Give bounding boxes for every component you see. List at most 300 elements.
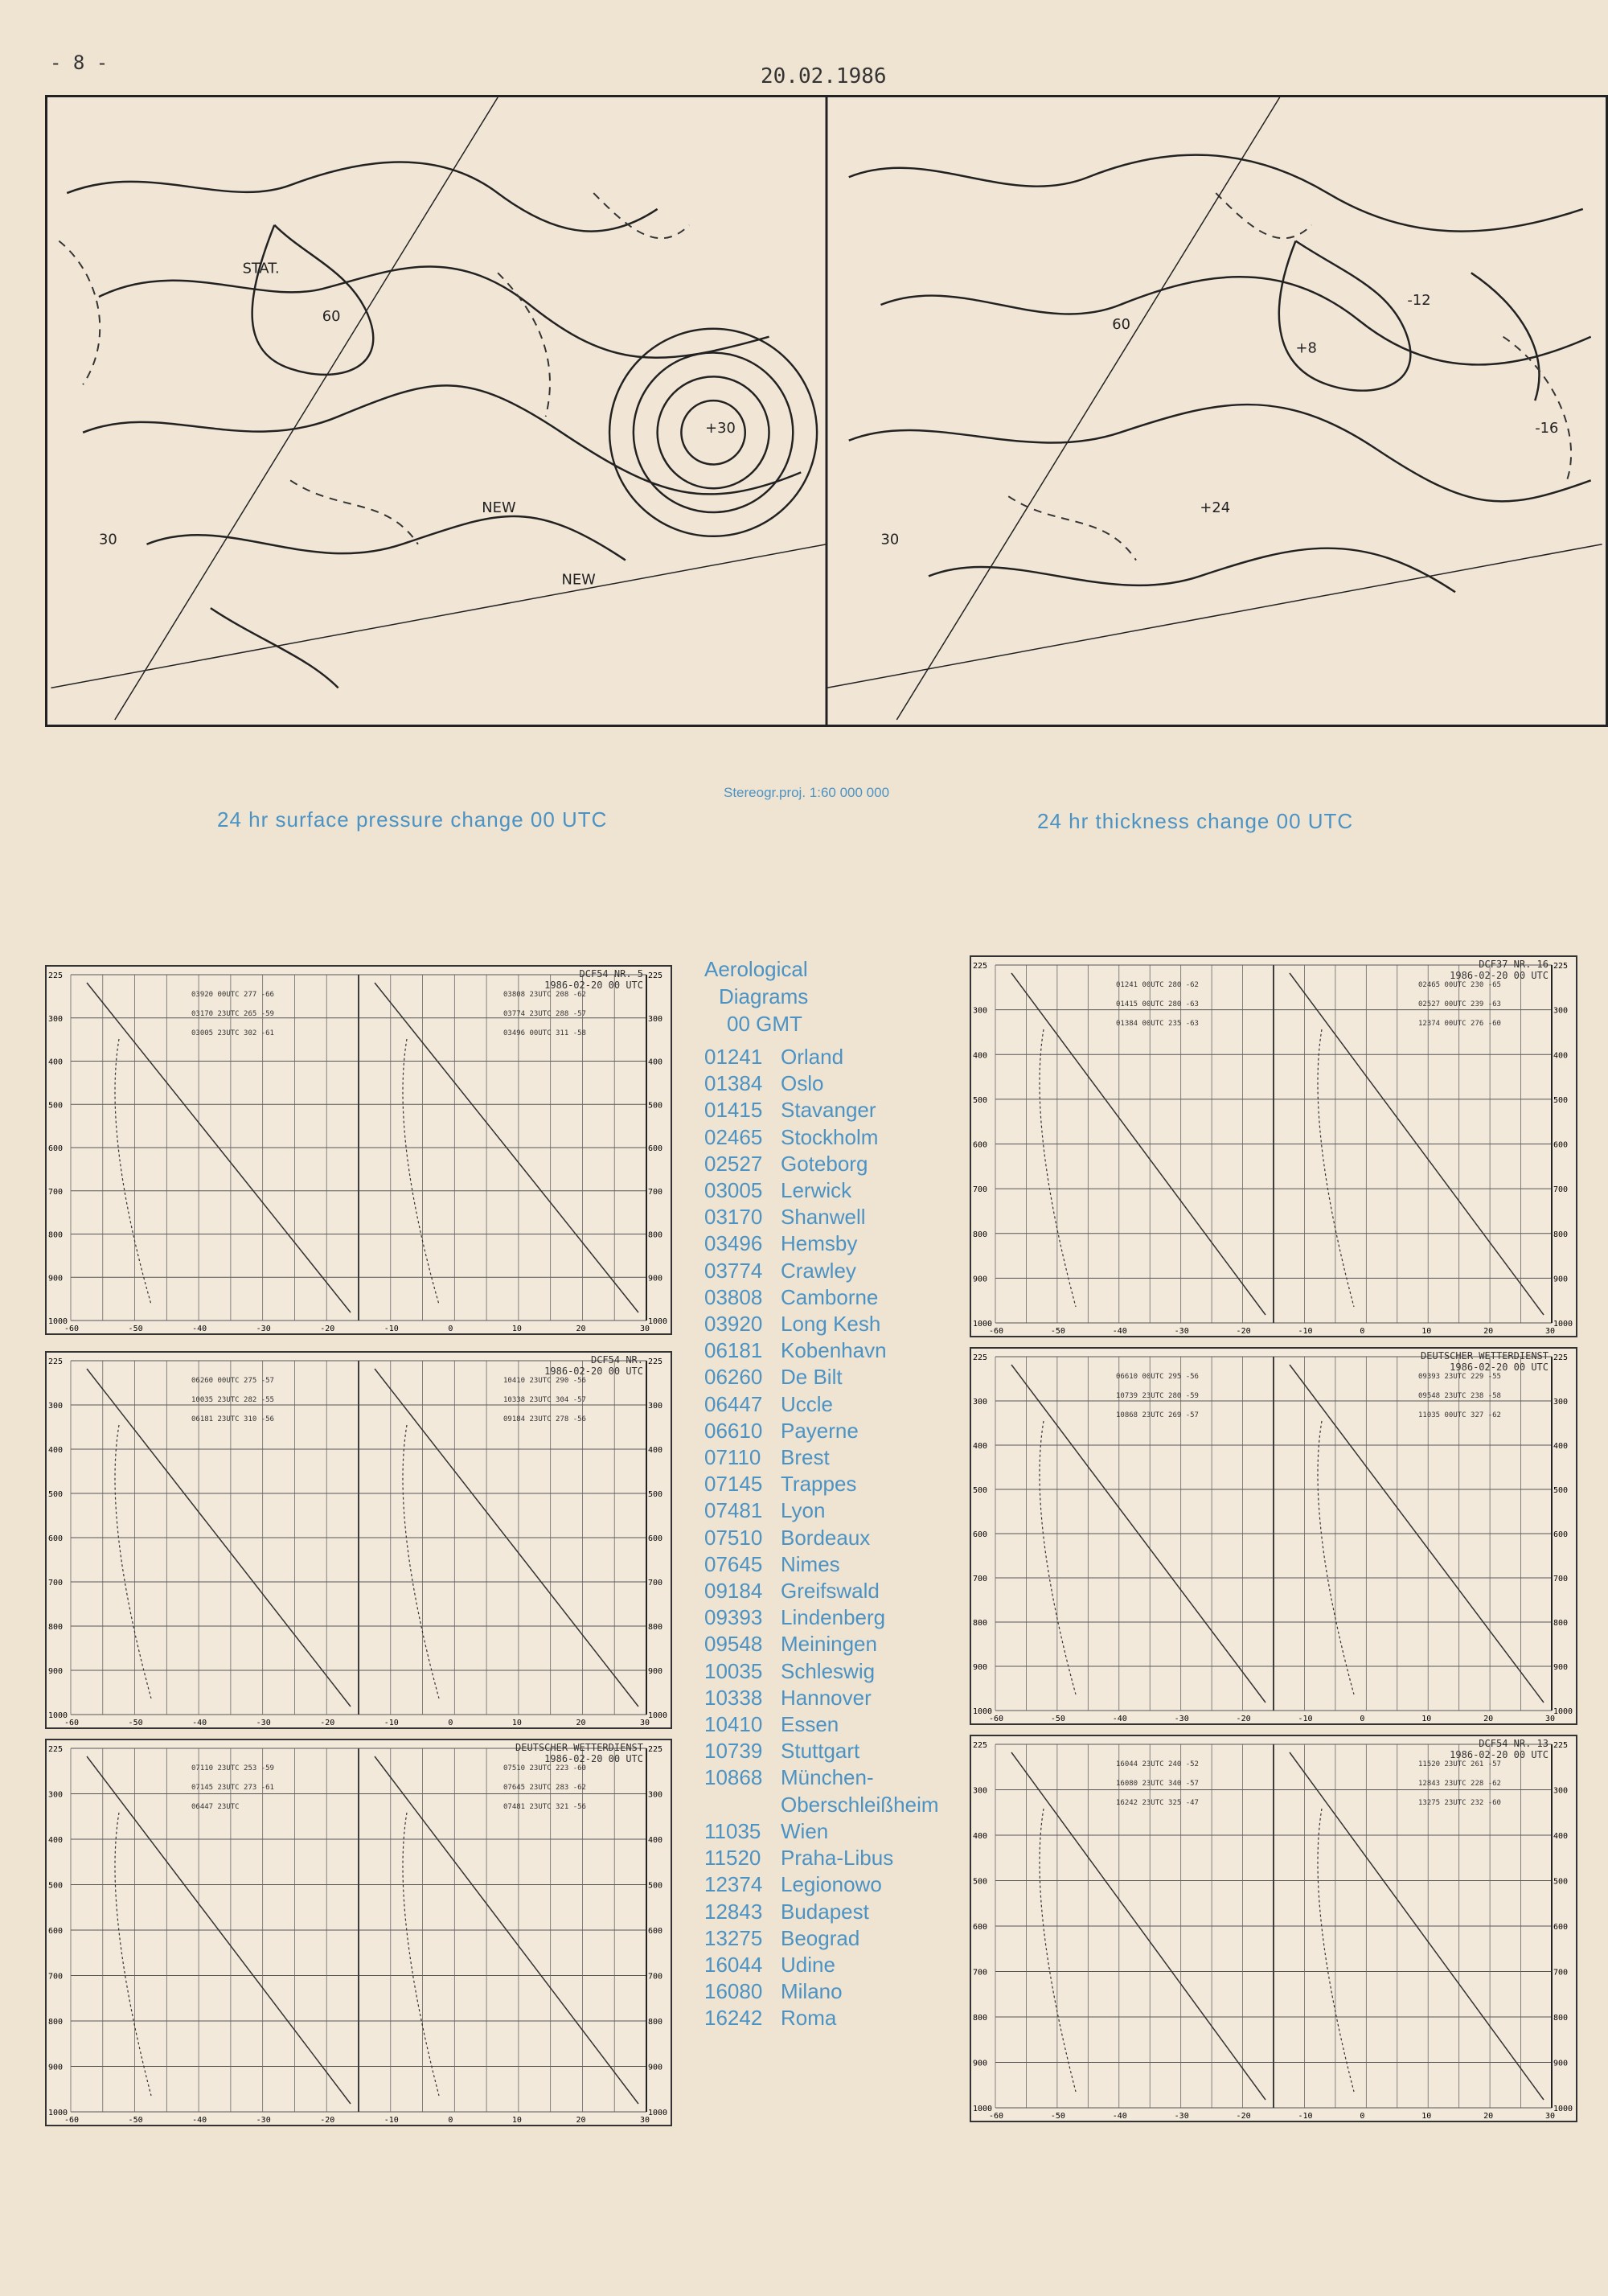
dewpoint-profile [403,1039,439,1304]
station-row [704,1391,962,1418]
temp-tick-label: -10 [1298,2112,1313,2121]
temp-tick-label: 0 [448,1719,453,1727]
map-label: STAT. [242,260,280,277]
pressure-tick-label: 800 [48,1623,64,1632]
station-row [704,1658,962,1685]
temp-tick-label: -10 [384,2116,399,2125]
temp-tick-label: 20 [576,2116,586,2125]
diagram-station-label: 12843 23UTC 228 -62 [1418,1780,1501,1788]
diagram-grid [47,1353,671,1727]
station-code: 11520 [704,1846,761,1871]
dewpoint-profile [1040,1421,1076,1694]
map-label: 60 [322,307,341,325]
map-label: 30 [880,531,900,548]
station-row [704,1578,962,1604]
pressure-tick-label: 400 [973,1832,988,1841]
station-name: Greifswald [781,1579,880,1604]
pressure-tick-label: 1000 [648,2109,668,2117]
station-name: Hemsby [781,1231,858,1256]
diagram-stamp: 1986-02-20 00 UTC [1450,1749,1549,1760]
temp-tick-label: -30 [1174,2112,1189,2121]
map-label: +24 [1200,499,1231,517]
diagram-header: DCF37 NR. 16 [1479,959,1549,970]
diagram-station-label: 06447 23UTC [191,1803,240,1811]
diagram-header: DCF54 NR. 5 [579,968,643,980]
pressure-tick-label: 600 [973,1923,988,1932]
diagram-station-label: 07481 23UTC 321 -56 [503,1803,586,1811]
pressure-tick-label: 1000 [973,1320,993,1329]
pressure-tick-label: 900 [1553,1663,1569,1672]
station-row [704,1845,962,1871]
pressure-tick-label: 500 [48,1101,64,1111]
station-name: Hannover [781,1685,872,1710]
diagram-header: DCF54 NR. 13 [1479,1738,1549,1749]
pressure-tick-label: 900 [1553,1275,1569,1284]
pressure-tick-label: 400 [48,1446,64,1455]
station-row [704,1551,962,1578]
temp-tick-label: 10 [1421,1715,1432,1723]
dewpoint-profile [1040,1809,1076,2092]
pressure-tick-label: 300 [48,1014,64,1024]
temp-tick-label: -50 [1050,1327,1065,1336]
pressure-tick-label: 300 [973,1006,988,1016]
station-name: Beograd [781,1925,860,1950]
pressure-tick-label: 700 [1553,1185,1569,1195]
station-code: 03005 [704,1178,763,1203]
station-row [704,1070,962,1097]
temp-tick-label: -60 [64,2116,80,2125]
pressure-tick-label: 225 [1553,1353,1569,1362]
dewpoint-profile [403,1425,439,1698]
station-name: Long Kesh [781,1312,881,1337]
diagram-station-label: 10338 23UTC 304 -57 [503,1396,586,1404]
temp-tick-label: 30 [640,1325,650,1333]
dewpoint-profile [115,1039,151,1304]
station-row [704,1230,962,1257]
temp-tick-label: 0 [448,2116,453,2125]
temp-tick-label: -50 [128,2116,143,2125]
pressure-tick-label: 400 [48,1836,64,1845]
station-name: Orland [781,1045,844,1069]
station-row [704,1899,962,1925]
pressure-tick-label: 600 [973,1140,988,1150]
station-code: 10035 [704,1658,763,1683]
pressure-tick-label: 300 [648,1014,663,1024]
station-code: 07510 [704,1525,763,1550]
aerological-diagram [45,1351,672,1729]
diagram-station-label: 10739 23UTC 280 -59 [1116,1392,1199,1400]
pressure-tick-label: 500 [648,1101,663,1111]
pressure-tick-label: 500 [1553,1095,1569,1105]
station-name: Stockholm [781,1124,879,1149]
diagram-stamp: 1986-02-20 00 UTC [1450,1362,1549,1373]
temp-tick-label: 0 [1360,1327,1365,1336]
pressure-tick-label: 1000 [48,2109,68,2117]
diagram-station-label: 10410 23UTC 290 -56 [503,1377,586,1385]
pressure-tick-label: 1000 [1553,1320,1573,1329]
station-rows [704,1044,962,2032]
list-title-line3: 00 GMT [727,1012,802,1036]
pressure-tick-label: 900 [48,1274,64,1284]
temp-tick-label: 30 [1545,1327,1556,1336]
aerological-diagram [45,965,672,1335]
station-code: 07110 [704,1445,761,1470]
pressure-tick-label: 225 [648,971,663,980]
diagram-station-label: 02527 00UTC 239 -63 [1418,1000,1501,1008]
pressure-tick-label: 300 [648,1402,663,1411]
pressure-tick-label: 400 [648,1058,663,1067]
map-label: -12 [1407,292,1431,310]
station-name: Legionowo [781,1872,882,1897]
pressure-tick-label: 300 [648,1790,663,1800]
pressure-tick-label: 300 [1553,1006,1569,1016]
pressure-tick-label: 500 [1553,1877,1569,1887]
temp-tick-label: -40 [1112,2112,1127,2121]
station-code: 07481 [704,1498,763,1523]
station-name: Brest [781,1445,830,1470]
station-name: Meiningen [781,1632,877,1657]
right-map-contours [849,155,1591,593]
pressure-tick-label: 900 [973,2059,988,2068]
station-name: Essen [781,1712,839,1737]
station-code: 10338 [704,1685,763,1710]
station-code: 01384 [704,1071,763,1096]
temp-tick-label: 20 [576,1325,586,1333]
pressure-tick-label: 400 [973,1442,988,1451]
pressure-tick-label: 1000 [973,1707,993,1716]
pressure-tick-label: 225 [1553,1741,1569,1750]
pressure-tick-label: 225 [48,1357,64,1366]
station-code: 09548 [704,1632,763,1657]
diagram-station-label: 12374 00UTC 276 -60 [1418,1020,1501,1028]
station-code: 06260 [704,1365,763,1390]
aerological-diagram [970,1735,1577,2122]
temp-tick-label: 10 [511,2116,522,2125]
temp-tick-label: -20 [1236,1715,1251,1723]
temp-tick-label: 10 [1421,1327,1432,1336]
station-code: 11035 [704,1818,761,1843]
pressure-tick-label: 225 [1553,962,1569,971]
pressure-tick-label: 600 [1553,1140,1569,1150]
diagram-grid [971,957,1576,1336]
temp-tick-label: -10 [384,1719,399,1727]
pressure-tick-label: 800 [648,1623,663,1632]
station-code: 02465 [704,1124,763,1149]
left-map-contours [67,162,817,688]
diagram-station-label: 03774 23UTC 288 -57 [503,1010,586,1018]
pressure-tick-label: 300 [973,1398,988,1407]
temp-tick-label: -50 [128,1719,143,1727]
station-name: Roma [781,2006,837,2031]
station-row [704,1525,962,1551]
pressure-tick-label: 400 [648,1446,663,1455]
pressure-tick-label: 225 [973,1353,988,1362]
diagram-station-label: 02465 00UTC 230 -65 [1418,981,1501,989]
station-code: 12374 [704,1872,763,1897]
temp-tick-label: -60 [989,2112,1004,2121]
temp-tick-label: -30 [256,1719,271,1727]
pressure-tick-label: 800 [973,1619,988,1628]
diagram-station-label: 09548 23UTC 238 -58 [1418,1392,1501,1400]
temp-tick-label: -60 [989,1327,1004,1336]
left-map-dashed [59,193,689,544]
pressure-tick-label: 400 [648,1836,663,1845]
dewpoint-profile [115,1813,151,2096]
station-name: Wien [781,1818,829,1843]
station-row [704,1258,962,1284]
pressure-tick-label: 800 [48,1230,64,1240]
diagram-stamp: 1986-02-20 00 UTC [544,1753,643,1764]
pressure-tick-label: 1000 [1553,2105,1573,2113]
station-row [704,1792,962,1818]
list-title-line2: Diagrams [719,984,809,1008]
diagram-station-label: 10035 23UTC 282 -55 [191,1396,274,1404]
diagram-header: DEUTSCHER WETTERDIENST [515,1742,643,1753]
temp-tick-label: 20 [1483,2112,1494,2121]
station-name: Nimes [781,1551,840,1576]
pressure-tick-label: 500 [48,1490,64,1499]
station-row [704,1151,962,1177]
map-label: -16 [1535,419,1559,437]
station-row [704,1818,962,1845]
station-code: 03920 [704,1312,763,1337]
station-name: Bordeaux [781,1525,871,1550]
station-row [704,1177,962,1204]
pressure-tick-label: 900 [48,2063,64,2072]
pressure-tick-label: 800 [1553,2014,1569,2023]
station-code: 07145 [704,1472,763,1497]
diagram-station-label: 07510 23UTC 223 -60 [503,1764,586,1772]
station-name: Crawley [781,1258,856,1283]
station-row [704,1471,962,1497]
station-row [704,1284,962,1311]
station-code: 03774 [704,1258,763,1283]
pressure-tick-label: 600 [648,1927,663,1936]
temp-tick-label: 10 [511,1325,522,1333]
pressure-tick-label: 800 [648,1230,663,1240]
station-code: 10410 [704,1712,763,1737]
page-date: 20.02.1986 [761,64,887,88]
pressure-tick-label: 600 [1553,1530,1569,1539]
temp-tick-label: -40 [192,2116,207,2125]
pressure-tick-label: 400 [1553,1832,1569,1841]
station-name: Stavanger [781,1098,876,1123]
station-name: Lyon [781,1498,826,1523]
dewpoint-profile [1318,1421,1354,1694]
station-name: Schleswig [781,1658,876,1683]
diagram-station-label: 16242 23UTC 325 -47 [1116,1799,1199,1807]
diagram-station-label: 03808 23UTC 208 -62 [503,991,586,999]
pressure-tick-label: 700 [1553,1968,1569,1978]
pressure-tick-label: 225 [648,1357,663,1366]
aerological-station-list [704,955,962,2032]
station-row [704,1311,962,1337]
station-name: Lerwick [781,1178,852,1203]
temp-tick-label: -60 [64,1325,80,1333]
pressure-tick-label: 900 [973,1275,988,1284]
diagram-station-label: 07145 23UTC 273 -61 [191,1784,274,1792]
pressure-tick-label: 300 [973,1786,988,1796]
pressure-tick-label: 400 [1553,1051,1569,1061]
diagram-station-label: 07110 23UTC 253 -59 [191,1764,274,1772]
right-map-dashed [1008,193,1571,560]
temp-tick-label: 20 [576,1719,586,1727]
diagram-station-label: 11520 23UTC 261 -57 [1418,1760,1501,1768]
temp-tick-label: -30 [1174,1327,1189,1336]
diagram-station-label: 01384 00UTC 235 -63 [1116,1020,1199,1028]
diagram-station-label: 16044 23UTC 240 -52 [1116,1760,1199,1768]
temp-tick-label: -30 [256,2116,271,2125]
station-code: 07645 [704,1551,763,1576]
pressure-tick-label: 300 [1553,1786,1569,1796]
pressure-tick-label: 700 [648,1972,663,1982]
station-row [704,1204,962,1230]
temp-tick-label: 30 [1545,2112,1556,2121]
pressure-tick-label: 400 [1553,1442,1569,1451]
station-name: Trappes [781,1472,857,1497]
station-row [704,1364,962,1390]
diagram-station-label: 13275 23UTC 232 -60 [1418,1799,1501,1807]
station-row [704,1097,962,1123]
temp-tick-label: -20 [320,1325,335,1333]
station-name: Uccle [781,1391,834,1416]
dewpoint-profile [1318,1809,1354,2092]
pressure-tick-label: 225 [973,962,988,971]
station-row [704,1711,962,1738]
temp-tick-label: -30 [256,1325,271,1333]
diagram-station-label: 09184 23UTC 278 -56 [503,1415,586,1423]
station-name: Camborne [781,1284,879,1309]
pressure-tick-label: 500 [648,1881,663,1891]
pressure-tick-label: 225 [973,1741,988,1750]
pressure-tick-label: 225 [48,971,64,980]
dewpoint-profile [115,1425,151,1698]
pressure-tick-label: 225 [648,1745,663,1754]
left-map-caption: 24 hr surface pressure change 00 UTC [217,807,608,832]
pressure-tick-label: 500 [648,1490,663,1499]
map-label: 60 [1112,315,1131,333]
temp-tick-label: -30 [1174,1715,1189,1723]
temp-tick-label: -40 [1112,1715,1127,1723]
map-label: +8 [1295,339,1317,357]
station-row [704,1337,962,1364]
diagram-grid [47,1740,671,2125]
diagram-station-label: 11035 00UTC 327 -62 [1418,1411,1501,1419]
station-code: 03808 [704,1284,763,1309]
pressure-tick-label: 1000 [48,1711,68,1720]
pressure-tick-label: 900 [48,1667,64,1676]
temp-tick-label: 10 [511,1719,522,1727]
temp-tick-label: 30 [640,2116,650,2125]
weather-maps-svg [47,97,1606,725]
station-code: 01415 [704,1098,763,1123]
diagram-grid [971,1736,1576,2121]
pressure-tick-label: 225 [48,1745,64,1754]
map-label: 30 [98,531,117,548]
pressure-tick-label: 600 [48,1534,64,1543]
pressure-tick-label: 600 [648,1144,663,1153]
station-row [704,1925,962,1952]
station-code: 06447 [704,1391,763,1416]
temp-tick-label: 0 [1360,2112,1365,2121]
pressure-tick-label: 900 [648,1274,663,1284]
pressure-tick-label: 700 [648,1187,663,1197]
temp-tick-label: -50 [1050,2112,1065,2121]
temp-tick-label: 30 [1545,1715,1556,1723]
station-row [704,1418,962,1444]
map-label: NEW [482,499,516,517]
diagram-station-label: 01415 00UTC 280 -63 [1116,1000,1199,1008]
temp-tick-label: -50 [1050,1715,1065,1723]
station-code: 03170 [704,1205,763,1230]
pressure-tick-label: 1000 [48,1317,68,1326]
pressure-tick-label: 1000 [1553,1707,1573,1716]
station-row [704,1497,962,1524]
station-code: 09393 [704,1605,763,1630]
station-code: 12843 [704,1899,763,1924]
pressure-tick-label: 600 [648,1534,663,1543]
pressure-tick-label: 600 [973,1530,988,1539]
diagram-station-label: 09393 23UTC 229 -55 [1418,1373,1501,1381]
temp-tick-label: -40 [192,1325,207,1333]
temp-tick-label: -50 [128,1325,143,1333]
station-code [704,1792,781,1818]
pressure-tick-label: 400 [48,1058,64,1067]
temp-tick-label: 0 [448,1325,453,1333]
pressure-tick-label: 700 [973,1185,988,1195]
pressure-tick-label: 600 [48,1144,64,1153]
temp-tick-label: -20 [320,1719,335,1727]
pressure-tick-label: 800 [648,2018,663,2027]
diagram-station-label: 10868 23UTC 269 -57 [1116,1411,1199,1419]
aerological-diagram [970,1347,1577,1725]
diagram-station-label: 16080 23UTC 340 -57 [1116,1780,1199,1788]
pressure-tick-label: 900 [648,2063,663,2072]
pressure-tick-label: 800 [1553,1230,1569,1239]
diagram-station-label: 03920 00UTC 277 -66 [191,991,274,999]
station-row [704,1631,962,1657]
pressure-tick-label: 700 [48,1187,64,1197]
pressure-tick-label: 900 [1553,2059,1569,2068]
station-code: 16242 [704,2006,763,2031]
diagram-stamp: 1986-02-20 00 UTC [544,980,643,991]
temp-tick-label: 20 [1483,1327,1494,1336]
station-code: 09184 [704,1579,763,1604]
pressure-tick-label: 800 [48,2018,64,2027]
temp-tick-label: -20 [1236,2112,1251,2121]
aerological-diagram [45,1739,672,2126]
station-code: 13275 [704,1925,763,1950]
station-row [704,1738,962,1764]
station-name: München- [781,1765,874,1790]
temp-tick-label: -40 [192,1719,207,1727]
pressure-tick-label: 300 [48,1790,64,1800]
station-code: 06181 [704,1338,763,1363]
pressure-tick-label: 800 [973,1230,988,1239]
pressure-tick-label: 700 [973,1575,988,1583]
pressure-tick-label: 600 [48,1927,64,1936]
pressure-tick-label: 700 [1553,1575,1569,1583]
pressure-tick-label: 900 [973,1663,988,1672]
station-code: 06610 [704,1418,763,1443]
station-name: Budapest [781,1899,869,1924]
diagram-station-label: 07645 23UTC 283 -62 [503,1784,586,1792]
station-code: 03496 [704,1231,763,1256]
diagram-header: DEUTSCHER WETTERDIENST [1421,1350,1549,1362]
dewpoint-profile [403,1813,439,2096]
diagram-station-label: 01241 00UTC 280 -62 [1116,981,1199,989]
temp-tick-label: -10 [384,1325,399,1333]
